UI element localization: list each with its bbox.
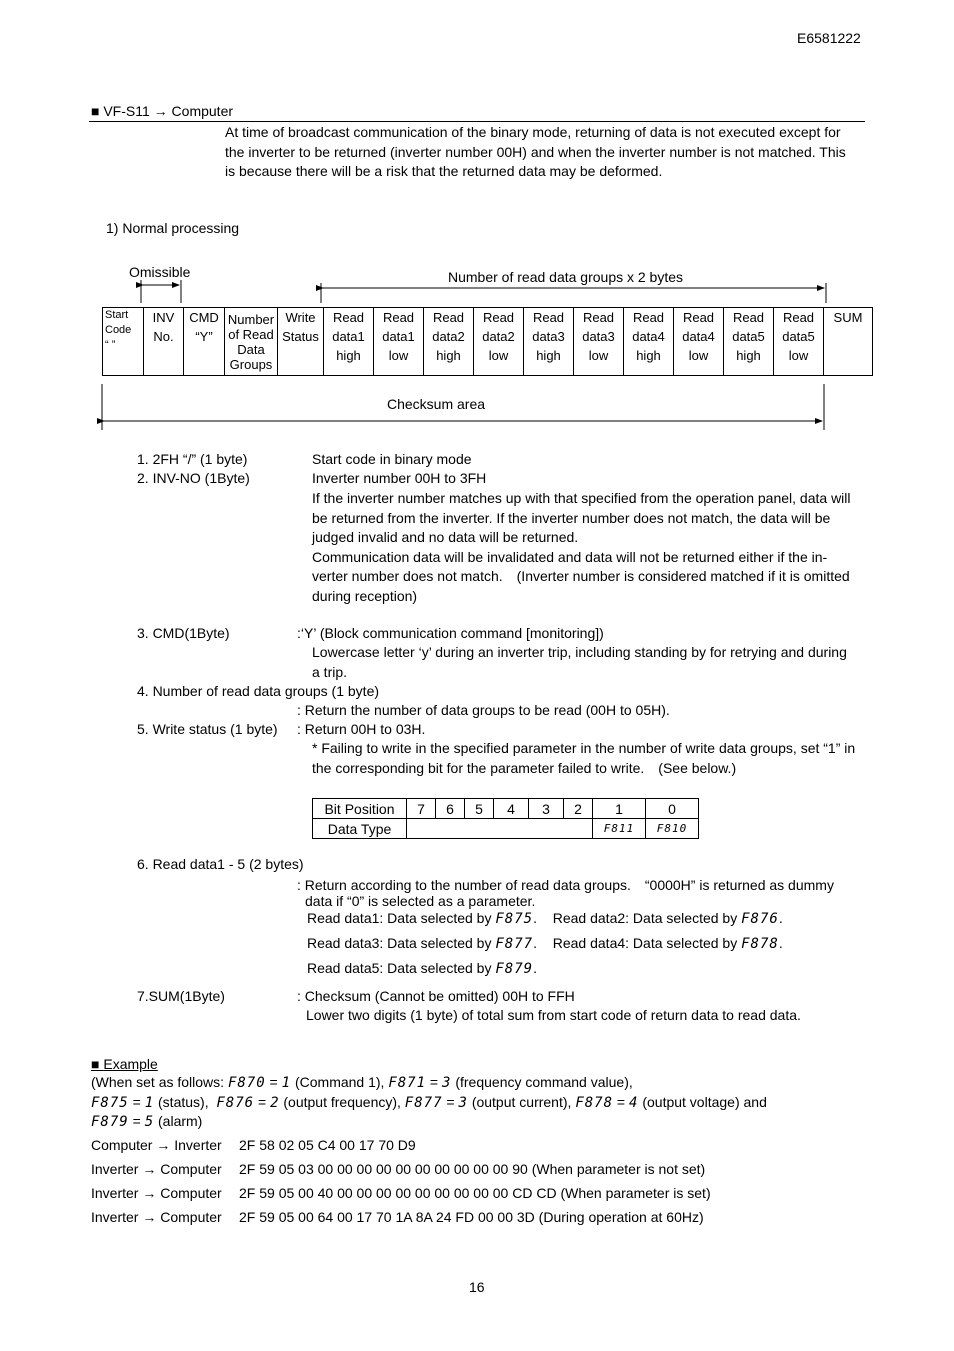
frame-cell-cmd: CMD “Y” [184, 308, 225, 376]
item2-line: during reception) [312, 587, 418, 604]
ex-param: F879 [91, 1114, 129, 1130]
frame-cell-read-data: Read data5 low [774, 308, 824, 376]
ex-param: F871 [388, 1075, 427, 1091]
omissible-label: Omissible [129, 264, 191, 280]
read-data-line-3: Read data5: Data selected by F879. [307, 960, 537, 977]
read-groups-label: Number of read data groups x 2 bytes [448, 269, 684, 285]
type-row [313, 819, 699, 839]
ex-value: 1 [144, 1095, 155, 1111]
rd2-text: Read data2: Data selected by [552, 910, 738, 926]
document-id: E6581222 [797, 30, 861, 46]
rd1-param: F875 [495, 911, 534, 927]
bit-table [312, 798, 699, 839]
frame-cell-write-status: Write Status [278, 308, 324, 376]
rd1-text: Read data1: Data selected by [307, 910, 492, 926]
read-data-line-1: Read data1: Data selected by F875. Read data2: Data selected by F876. [307, 910, 783, 927]
type-cell-empty [407, 819, 593, 839]
item7-label: 7.SUM(1Byte) [137, 988, 225, 1004]
example-title: Example [103, 1056, 158, 1072]
example-direction: Inverter → Computer [91, 1161, 222, 1177]
checksum-label: Checksum area [387, 396, 486, 412]
item2-line: If the inverter number matches up with that specified from the operation panel, data will [312, 490, 851, 506]
bit-cell: 3 [529, 799, 564, 819]
frame-table [102, 307, 873, 376]
ex-value: 4 [629, 1095, 639, 1111]
bit-row [313, 799, 699, 819]
frame-cell-read-data: Read data2 low [474, 308, 524, 376]
ex-text: (status), [158, 1094, 209, 1110]
example-line-2: F875 = 1 (status), F876 = 2 (output frequency), F877 = 3 (output current), F878 = 4 (output voltage) and [91, 1094, 767, 1111]
example-data: 2F 59 05 00 64 00 17 70 1A 8A 24 FD 00 00 3D (During operation at 60Hz) [239, 1209, 704, 1225]
rd3-param: F877 [495, 936, 534, 952]
ex-value: 3 [442, 1075, 452, 1091]
example-line-3: F879 = 5 (alarm) [91, 1113, 203, 1130]
ex-text: (output voltage) and [642, 1094, 767, 1110]
ex-value: 2 [270, 1095, 280, 1111]
bit-cell: 7 [407, 799, 436, 819]
bit-cell: 4 [494, 799, 529, 819]
bit-cell: 0 [646, 799, 699, 819]
item2-line: Communication data will be invalidated and data will not be returned either if the in- [312, 548, 828, 565]
type-cell: F810 [646, 819, 699, 839]
section-title: ■ VF-S11 → Computer [91, 103, 234, 119]
ex-value: 1 [281, 1075, 292, 1091]
frame-cell-read-data: Read data2 high [424, 308, 474, 376]
ex-text: (alarm) [158, 1113, 203, 1129]
example-line-1: (When set as follows: F870 = 1 (Command 1), F871 = 3 (frequency command value), [91, 1074, 633, 1091]
item3-line: Lowercase letter ‘y’ during an inverter trip, including standing by for retrying and during [312, 644, 847, 660]
example-direction: Inverter → Computer [91, 1209, 222, 1225]
example-row [91, 1137, 416, 1153]
frame-cell-read-data: Read data3 high [524, 308, 574, 376]
rd4-text: Read data4: Data selected by [552, 935, 738, 951]
intro-line: the inverter to be returned (inverter number 00H) and when the inverter number is not matched. This [225, 143, 846, 160]
item5-line: * Failing to write in the specified parameter in the number of write data groups, set “1” in [312, 740, 856, 756]
page-number: 16 [469, 1279, 485, 1295]
example-row [91, 1209, 704, 1225]
ex-value: 3 [458, 1095, 468, 1111]
example-data: 2F 59 05 03 00 00 00 00 00 00 00 00 00 00 90 (When parameter is not set) [239, 1161, 706, 1177]
frame-cell-inv-no: INV No. [144, 308, 184, 376]
ex-value: 5 [144, 1114, 155, 1130]
item2-label: 2. INV-NO (1Byte) [137, 470, 250, 486]
item3-text: :‘Y’ (Block communication command [monitoring]) [297, 625, 604, 641]
bit-cell: 6 [436, 799, 465, 819]
intro-line: is because there will be a risk that the returned data may be deformed. [225, 163, 663, 179]
item2-paragraph [312, 489, 851, 606]
frame-cell-read-data: Read data1 high [324, 308, 374, 376]
intro-line: At time of broadcast communication of the binary mode, returning of data is not executed except for [225, 124, 841, 140]
frame-cell-read-data: Read data3 low [574, 308, 624, 376]
frame-cell-read-data: Read data4 high [624, 308, 674, 376]
ex-param: F877 [404, 1095, 443, 1111]
item6-label: 6. Read data1 - 5 (2 bytes) [137, 856, 304, 872]
bit-cell: 2 [564, 799, 593, 819]
item7-text: : Checksum (Cannot be omitted) 00H to FFH [297, 988, 575, 1004]
item2-text: Inverter number 00H to 3FH [312, 470, 487, 486]
item3-label: 3. CMD(1Byte) [137, 625, 230, 641]
item6-line2: data if “0” is selected as a parameter. [305, 893, 536, 909]
frame-cell-read-data: Read data1 low [374, 308, 424, 376]
bit-cell: 5 [465, 799, 494, 819]
item3-paragraph [312, 643, 847, 682]
item5-paragraph [312, 739, 855, 778]
bit-row-label: Bit Position [313, 799, 407, 819]
ex-param: F878 [575, 1095, 614, 1111]
ex-text: (Command 1), [294, 1074, 385, 1090]
ex-param: F875 [91, 1095, 129, 1111]
ex-text: (frequency command value), [455, 1074, 633, 1090]
item4-label: 4. Number of read data groups (1 byte) [137, 683, 380, 699]
ex-text: (output current), [471, 1094, 572, 1110]
item5-text: : Return 00H to 03H. [297, 721, 426, 737]
type-row-label: Data Type [313, 819, 407, 839]
example-row [91, 1161, 705, 1177]
rd5-param: F879 [495, 961, 534, 977]
item7-line2: Lower two digits (1 byte) of total sum from start code of return data to read data. [306, 1007, 801, 1023]
example-direction: Inverter → Computer [91, 1185, 222, 1201]
item2-line: judged invalid and no data will be returned. [312, 529, 579, 545]
item1-label: 1. 2FH “/” (1 byte) [137, 451, 248, 467]
example-mark: ■ [91, 1056, 100, 1072]
item6-line1: : Return according to the number of read data groups. “0000H” is returned as dummy [297, 877, 834, 893]
rd4-param: F878 [741, 936, 779, 952]
rd2-param: F876 [741, 911, 779, 927]
example-row [91, 1185, 711, 1201]
item2-line: be returned from the inverter. If the inverter number does not match, the data will be [312, 509, 831, 526]
item1-text: Start code in binary mode [312, 451, 472, 467]
item5-label: 5. Write status (1 byte) [137, 721, 278, 737]
item2-line: verter number does not match. (Inverter number is considered matched if it is omitted [312, 568, 850, 584]
example-data: 2F 58 02 05 C4 00 17 70 D9 [239, 1137, 416, 1153]
frame-cell-read-groups: Number of Read Data Groups [225, 308, 278, 376]
item3-line: a trip. [312, 663, 348, 680]
item5-line: the corresponding bit for the parameter failed to write. (See below.) [312, 759, 737, 776]
ex-param: F870 [227, 1075, 266, 1091]
frame-row [103, 308, 873, 376]
frame-cell-sum: SUM [824, 308, 873, 376]
read-data-line-2: Read data3: Data selected by F877. Read data4: Data selected by F878. [307, 935, 783, 952]
example-heading [91, 1056, 158, 1072]
frame-cell-read-data: Read data4 low [674, 308, 724, 376]
type-cell: F811 [593, 819, 646, 839]
example-direction: Computer → Inverter [91, 1137, 222, 1153]
bit-cell: 1 [593, 799, 646, 819]
subheading: 1) Normal processing [106, 220, 240, 236]
ex-text: (output frequency), [283, 1094, 401, 1110]
rd5-text: Read data5: Data selected by [307, 960, 492, 976]
frame-cell-read-data: Read data5 high [724, 308, 774, 376]
item4-text: : Return the number of data groups to be read (00H to 05H). [297, 702, 670, 718]
frame-cell-start-code: Start Code “ ” [103, 308, 144, 376]
example-data: 2F 59 05 00 40 00 00 00 00 00 00 00 00 00 CD CD (When parameter is set) [239, 1185, 711, 1201]
ex-text: (When set as follows: [91, 1074, 225, 1090]
rd3-text: Read data3: Data selected by [307, 935, 492, 951]
ex-param: F876 [216, 1095, 255, 1111]
